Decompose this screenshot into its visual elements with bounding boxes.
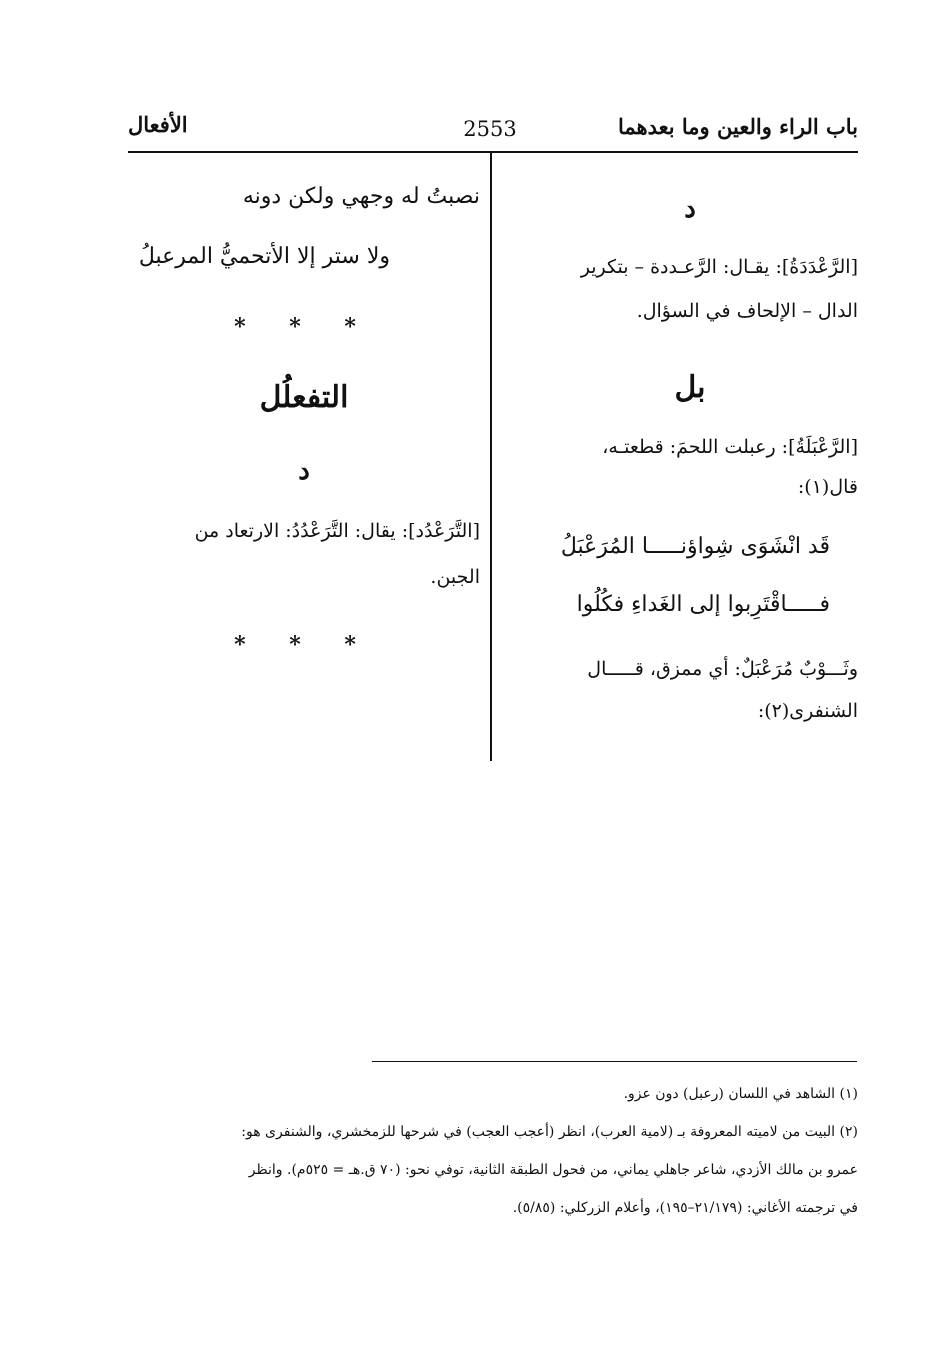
entry-thawb-line-1: وثَـــوْبٌ مُرَعْبَلٌ: أي ممزق، قـــــال xyxy=(587,658,858,680)
footnote-2-line-3: في ترجمته الأغاني: (٢١/١٧٩–١٩٥)، وأعلام الزركلي: (٥/٨٥). xyxy=(512,1200,858,1216)
entry-thawb-line-2: الشنفرى(٢): xyxy=(757,700,858,722)
column-divider xyxy=(490,151,492,761)
entry-rabala-line-2: قال(١): xyxy=(797,476,858,498)
footnote-2-line-1: (٢) البيت من لاميته المعروفة بـ (لامية العرب)، انظر (أعجب العجب) في شرحها للزمخشري، والشنفرى هو: xyxy=(241,1124,858,1140)
entry-rad-dada-line-1: [الرَّعْدَدَةُ]: يقـال: الرَّعـددة – بتكرير xyxy=(580,256,858,278)
entry-taraddud-line-1: [التَّرَعْدُد]: يقال: التَّرَعْدُدُ: الارتعاد من xyxy=(194,520,480,542)
pattern-heading-tafaul: التفعلُل xyxy=(259,380,349,415)
poem-verse-1: نصبتُ له وجهي ولكن دونه xyxy=(242,184,480,209)
footnote-2-line-2: عمرو بن مالك الأزدي، شاعر جاهلي يماني، من فحول الطبقة الثانية، توفي نحو: (٧٠ ق.هـ = ٥٢٥م). وانظر xyxy=(248,1162,858,1178)
root-heading-bal: بل xyxy=(674,370,706,405)
entry-rad-dada-line-2: الدال – الإلحاف في السؤال. xyxy=(636,300,858,322)
header-divider xyxy=(128,151,858,153)
page-number: 2553 xyxy=(463,117,517,141)
letter-heading-dal-left: د xyxy=(298,456,310,486)
poem-verse-2: ولا ستر إلا الأتحميُّ المرعبلُ xyxy=(138,244,390,269)
section-separator-stars-2: * * * xyxy=(234,632,374,658)
section-title: الأفعال xyxy=(128,112,188,137)
footnote-divider xyxy=(372,1061,857,1062)
verse-line-2: فـــــاقْتَرِبوا إلى الغَداءِ فكُلُوا xyxy=(576,592,830,617)
entry-taraddud-line-2: الجبن. xyxy=(430,566,480,588)
letter-heading-dal: د xyxy=(684,194,696,224)
footnote-1: (١) الشاهد في اللسان (رعبل) دون عزو. xyxy=(623,1086,858,1102)
entry-rabala-line-1: [الرَّعْبَلَةُ]: رعبلت اللحمَ: قطعتـه، xyxy=(602,436,858,458)
chapter-title: باب الراء والعين وما بعدهما xyxy=(617,114,858,139)
verse-line-1: قَد انْشَوَى شِواؤنـــــا المُرَعْبَلُ xyxy=(560,534,830,559)
section-separator-stars: * * * xyxy=(234,314,374,340)
